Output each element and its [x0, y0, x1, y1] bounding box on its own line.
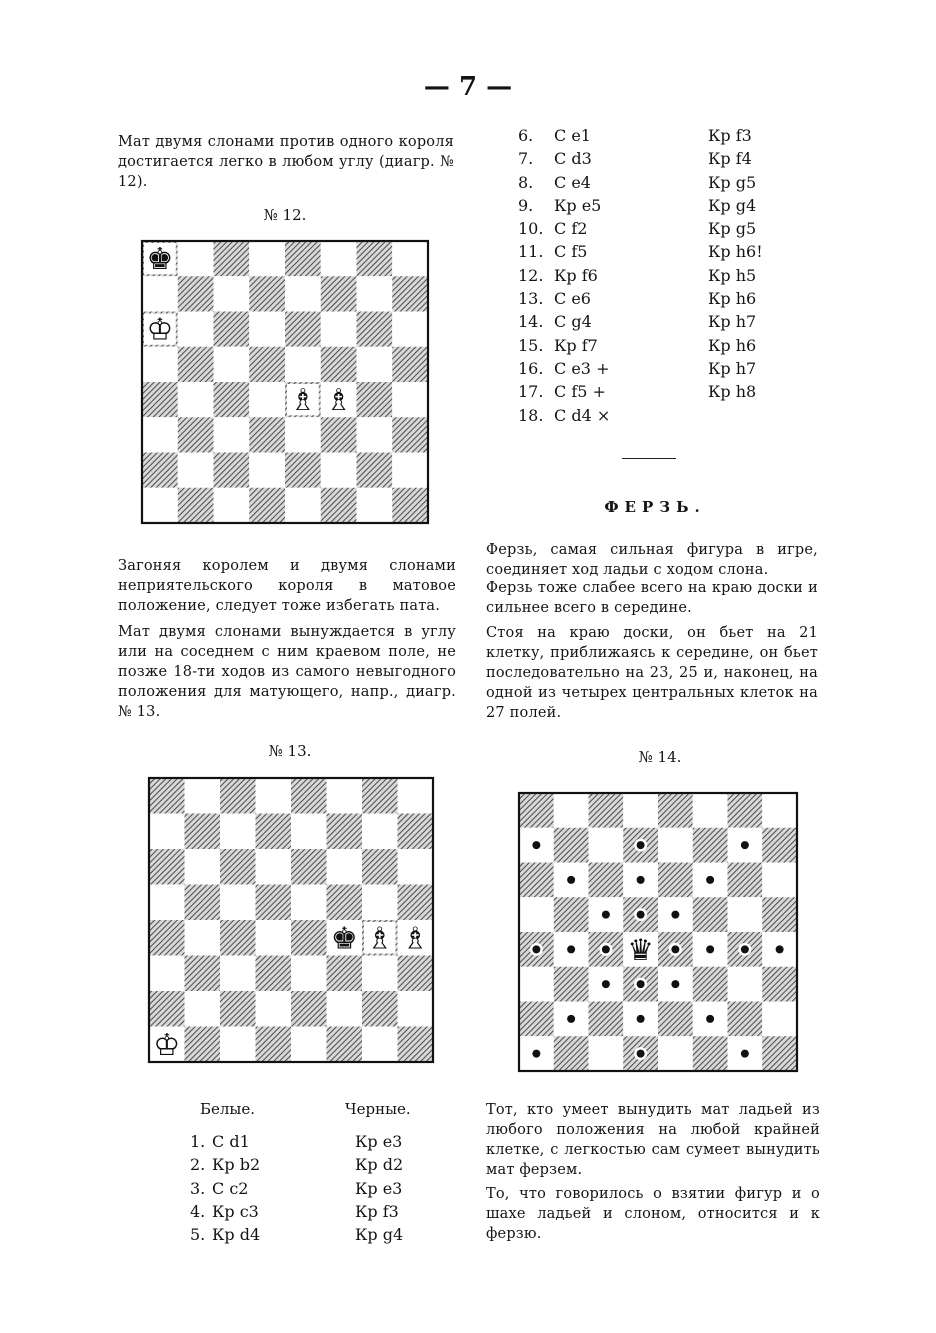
board-square [554, 828, 589, 863]
move-row [518, 217, 788, 240]
white-bishop-icon: ♗ [366, 921, 394, 957]
section-divider [622, 458, 676, 459]
diagram-14-label: № 14. [638, 748, 682, 766]
black-column-header: Черные. [345, 1100, 411, 1118]
board-square [220, 778, 256, 814]
board-square [214, 382, 250, 417]
board-square [149, 778, 185, 814]
board-square [362, 991, 398, 1027]
black-move: Кр h6 [708, 289, 757, 309]
white-move: С e4 [554, 172, 591, 192]
attack-dot [741, 1050, 749, 1058]
attack-dot [671, 980, 679, 988]
board-square [185, 885, 221, 921]
board-square [178, 312, 214, 347]
board-square [658, 793, 693, 828]
board-square [256, 814, 292, 850]
board-square [327, 778, 363, 814]
black-move: Кр d2 [355, 1155, 404, 1175]
board-square [623, 793, 658, 828]
move-row [190, 1223, 440, 1246]
white-move: Кр d4 [212, 1225, 261, 1245]
attack-dot [637, 841, 645, 849]
board-square [357, 347, 393, 382]
board-square [658, 1002, 693, 1037]
board-square [214, 312, 250, 347]
white-move: Кр b2 [212, 1155, 261, 1175]
board-square [362, 956, 398, 992]
board-square [762, 793, 797, 828]
board-square [214, 417, 250, 452]
board-square [589, 1002, 624, 1037]
board-square [327, 991, 363, 1027]
board-square [357, 453, 393, 488]
board-square [178, 417, 214, 452]
board-square [728, 1002, 763, 1037]
board-square [392, 453, 428, 488]
move-number: 7. [518, 149, 534, 169]
white-move: Кр f7 [554, 335, 598, 355]
board-square [220, 849, 256, 885]
black-move: Кр f3 [355, 1201, 399, 1221]
intro-paragraph: Мат двумя слонами против одного короля достигается легко в любом углу (диагр. № 12). [118, 134, 454, 190]
board-square [357, 382, 393, 417]
move-row [518, 194, 788, 217]
board-square [693, 828, 728, 863]
board-square [149, 849, 185, 885]
board-square [321, 417, 357, 452]
move-row [518, 124, 788, 147]
move-number: 18. [518, 405, 544, 425]
board-square [220, 991, 256, 1027]
board-square [392, 417, 428, 452]
board-square [327, 814, 363, 850]
board-square [398, 814, 434, 850]
attack-dot [706, 945, 714, 953]
attack-dot [706, 1015, 714, 1023]
board-square [321, 276, 357, 311]
board-square [256, 849, 292, 885]
moves-list-right [518, 124, 788, 427]
queen-mate-paragraph: Тот, кто умеет вынудить мат ладьей из любого положения на любой крайней клетке, с легкостью сам сумеет вынудить мат ферзем. [486, 1102, 820, 1178]
board-square [693, 1036, 728, 1071]
diagram-14-board [517, 791, 799, 1073]
black-king-icon: ♚ [330, 921, 358, 957]
stalemate-paragraph: Загоняя королем и двумя слонами неприятельского короля в матовое положение, следует тоже избегать пата. [118, 558, 456, 614]
attack-dot [532, 1050, 540, 1058]
white-move: Кр e5 [554, 195, 602, 215]
white-move: С e3 + [554, 358, 610, 378]
board-square [249, 241, 285, 276]
white-move: Кр f6 [554, 265, 598, 285]
black-move: Кр h6 [708, 335, 757, 355]
move-number: 6. [518, 126, 534, 145]
board-square [256, 778, 292, 814]
white-king-icon: ♔ [146, 312, 174, 348]
white-move: Кр c3 [212, 1201, 259, 1221]
black-move: Кр e3 [355, 1178, 403, 1198]
black-move: Кр g5 [708, 172, 757, 192]
board-square [554, 793, 589, 828]
queen-paragraph-3: Стоя на краю доски, он бьет на 21 клетку, приближаясь к середине, он бьет последовательно на 23, 25 и, наконец, на одной из четырех центральных клеток на 27 полей. [486, 625, 818, 721]
move-row [190, 1153, 440, 1176]
board-square [220, 1027, 256, 1063]
move-row [518, 264, 788, 287]
board-square [321, 312, 357, 347]
move-number: 11. [518, 242, 544, 262]
board-square [178, 241, 214, 276]
black-move: Кр f3 [708, 126, 752, 145]
board-square [185, 814, 221, 850]
white-move: С f5 [554, 242, 588, 262]
white-move: С d4 × [554, 405, 611, 425]
board-square [220, 814, 256, 850]
queen-paragraph-2: Ферзь тоже слабее всего на краю доски и сильнее всего в середине. [486, 580, 818, 616]
board-square [142, 276, 178, 311]
board-square [392, 276, 428, 311]
board-square [357, 312, 393, 347]
board-square [762, 863, 797, 898]
white-move: С c2 [212, 1178, 249, 1198]
board-square [327, 956, 363, 992]
board-square [285, 276, 321, 311]
board-square [142, 453, 178, 488]
move-row [518, 334, 788, 357]
attack-dot [567, 1015, 575, 1023]
move-number: 15. [518, 335, 544, 355]
diagram-12-board [140, 239, 430, 525]
queen-icon: ♛ [627, 932, 654, 967]
board-square [693, 897, 728, 932]
move-number: 2. [190, 1155, 206, 1175]
attack-dot [776, 945, 784, 953]
board-square [249, 453, 285, 488]
board-square [220, 956, 256, 992]
board-square [658, 1036, 693, 1071]
board-square [291, 991, 327, 1027]
board-square [728, 863, 763, 898]
board-square [285, 241, 321, 276]
board-square [392, 382, 428, 417]
board-square [285, 417, 321, 452]
board-square [214, 488, 250, 523]
black-move: Кр h7 [708, 358, 757, 378]
board-square [762, 897, 797, 932]
board-square [142, 347, 178, 382]
board-square [357, 241, 393, 276]
white-move: С e1 [554, 126, 591, 145]
white-move: С g4 [554, 312, 592, 332]
board-square [762, 1002, 797, 1037]
board-square [142, 382, 178, 417]
board-square [249, 347, 285, 382]
board-square [256, 991, 292, 1027]
board-square [142, 417, 178, 452]
page-number: — 7 — [423, 72, 513, 102]
board-square [220, 885, 256, 921]
board-square [693, 967, 728, 1002]
board-square [149, 920, 185, 956]
move-number: 5. [190, 1225, 206, 1245]
board-square [249, 417, 285, 452]
board-square [178, 453, 214, 488]
board-square [519, 793, 554, 828]
board-square [291, 1027, 327, 1063]
black-move: Кр g4 [708, 195, 757, 215]
board-square [149, 814, 185, 850]
capture-check-paragraph: То, что говорилось о взятии фигур и о шахе ладьей и слоном, относится и к ферзю. [486, 1186, 820, 1242]
board-square [185, 1027, 221, 1063]
board-square [589, 793, 624, 828]
board-square [214, 276, 250, 311]
board-square [214, 241, 250, 276]
white-move: С f2 [554, 219, 588, 239]
attack-dot [637, 876, 645, 884]
move-row [518, 404, 788, 427]
attack-dot [602, 945, 610, 953]
move-number: 10. [518, 219, 544, 239]
board-square [185, 778, 221, 814]
board-square [519, 1002, 554, 1037]
attack-dot [671, 945, 679, 953]
attack-dot [637, 980, 645, 988]
board-square [398, 956, 434, 992]
board-square [291, 814, 327, 850]
attack-dot [567, 876, 575, 884]
board-square [291, 885, 327, 921]
board-square [327, 849, 363, 885]
board-square [321, 488, 357, 523]
white-bishop-icon: ♗ [289, 383, 317, 419]
board-square [357, 488, 393, 523]
black-move: Кр h8 [708, 382, 757, 402]
move-row [518, 287, 788, 310]
board-square [149, 885, 185, 921]
board-square [142, 488, 178, 523]
board-square [589, 1036, 624, 1071]
attack-dot [706, 876, 714, 884]
board-square [149, 956, 185, 992]
board-square [321, 453, 357, 488]
board-square [362, 778, 398, 814]
attack-dot [602, 911, 610, 919]
board-square [291, 849, 327, 885]
white-column-header: Белые. [200, 1100, 256, 1118]
board-square [589, 828, 624, 863]
move-number: 4. [190, 1201, 206, 1221]
black-move: Кр h5 [708, 265, 757, 285]
move-row [190, 1130, 440, 1153]
board-square [357, 417, 393, 452]
board-square [249, 312, 285, 347]
move-number: 8. [518, 172, 534, 192]
move-number: 13. [518, 289, 544, 309]
board-square [327, 885, 363, 921]
black-move: Кр e3 [355, 1132, 403, 1151]
white-bishop-icon: ♗ [325, 383, 353, 419]
black-move: Кр g5 [708, 219, 757, 239]
board-square [249, 382, 285, 417]
white-move: С d3 [554, 149, 592, 169]
move-row [518, 147, 788, 170]
board-square [693, 793, 728, 828]
board-square [362, 1027, 398, 1063]
board-square [178, 347, 214, 382]
board-square [398, 991, 434, 1027]
diagram-13-label: № 13. [268, 742, 312, 760]
move-number: 12. [518, 265, 544, 285]
board-square [392, 312, 428, 347]
black-king-icon: ♚ [146, 242, 174, 278]
white-move: С f5 + [554, 382, 606, 402]
attack-dot [567, 945, 575, 953]
board-square [398, 885, 434, 921]
board-square [178, 276, 214, 311]
board-square [762, 1036, 797, 1071]
board-square [185, 849, 221, 885]
move-number: 16. [518, 358, 544, 378]
attack-dot [741, 841, 749, 849]
queen-heading: ФЕРЗЬ. [604, 498, 706, 516]
board-square [362, 885, 398, 921]
attack-dot [602, 980, 610, 988]
board-square [519, 863, 554, 898]
attack-dot [532, 841, 540, 849]
board-square [398, 849, 434, 885]
board-square [728, 793, 763, 828]
attack-dot [741, 945, 749, 953]
board-square [256, 885, 292, 921]
board-square [554, 967, 589, 1002]
move-row [190, 1200, 440, 1223]
board-square [285, 312, 321, 347]
white-move: С e6 [554, 289, 591, 309]
queen-paragraph-1: Ферзь, самая сильная фигура в игре, соединяет ход ладьи с ходом слона. [486, 542, 818, 578]
move-row [518, 171, 788, 194]
move-row [518, 357, 788, 380]
board-square [327, 1027, 363, 1063]
board-square [285, 453, 321, 488]
board-square [554, 1036, 589, 1071]
attack-dot [532, 945, 540, 953]
board-square [256, 920, 292, 956]
move-row [518, 310, 788, 333]
board-square [321, 241, 357, 276]
diagram-13-board [147, 776, 435, 1064]
board-square [291, 778, 327, 814]
moves-list-left [190, 1130, 440, 1246]
board-square [658, 828, 693, 863]
move-number: 3. [190, 1178, 206, 1198]
board-square [220, 920, 256, 956]
board-square [185, 991, 221, 1027]
board-square [392, 488, 428, 523]
move-number: 1. [190, 1132, 206, 1151]
board-square [519, 967, 554, 1002]
board-square [554, 897, 589, 932]
board-square [214, 347, 250, 382]
board-square [392, 241, 428, 276]
attack-dot [637, 911, 645, 919]
board-square [519, 897, 554, 932]
white-move: С d1 [212, 1132, 250, 1151]
black-move: Кр g4 [355, 1225, 404, 1245]
diagram-12-label: № 12. [263, 206, 307, 224]
board-square [321, 347, 357, 382]
move-row [190, 1177, 440, 1200]
board-square [589, 863, 624, 898]
attack-dot [637, 1015, 645, 1023]
board-square [291, 920, 327, 956]
board-square [357, 276, 393, 311]
board-square [149, 991, 185, 1027]
board-square [285, 347, 321, 382]
board-square [185, 920, 221, 956]
board-square [249, 276, 285, 311]
white-king-icon: ♔ [153, 1027, 181, 1063]
board-square [762, 828, 797, 863]
white-bishop-icon: ♗ [401, 921, 429, 957]
move-number: 17. [518, 382, 544, 402]
move-row [518, 240, 788, 263]
board-square [214, 453, 250, 488]
board-square [256, 1027, 292, 1063]
board-square [256, 956, 292, 992]
board-square [285, 488, 321, 523]
move-row [518, 380, 788, 403]
board-square [362, 814, 398, 850]
move-number: 9. [518, 195, 534, 215]
bishops-mate-paragraph: Мат двумя слонами вынуждается в углу или на соседнем с ним краевом поле, не позже 18-ти ходов из самого невыгодного положения для матующего, напр., диагр. № 13. [118, 624, 456, 720]
attack-dot [637, 1050, 645, 1058]
board-square [178, 382, 214, 417]
black-move: Кр f4 [708, 149, 752, 169]
black-move: Кр h7 [708, 312, 757, 332]
board-square [728, 897, 763, 932]
board-square [398, 1027, 434, 1063]
board-square [728, 967, 763, 1002]
black-move: Кр h6! [708, 242, 763, 262]
board-square [398, 778, 434, 814]
attack-dot [671, 911, 679, 919]
board-square [291, 956, 327, 992]
board-square [362, 849, 398, 885]
board-square [762, 967, 797, 1002]
board-square [658, 863, 693, 898]
board-square [178, 488, 214, 523]
board-square [185, 956, 221, 992]
move-number: 14. [518, 312, 544, 332]
board-square [392, 347, 428, 382]
board-square [249, 488, 285, 523]
